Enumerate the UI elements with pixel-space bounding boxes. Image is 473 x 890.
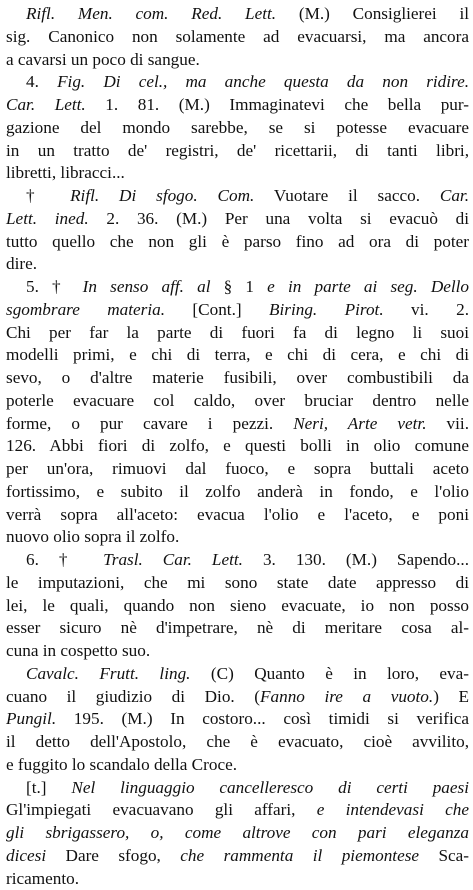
text-line: [t.] Nel linguaggio cancelleresco di certi paesi bbox=[6, 777, 469, 800]
text-line: per un'ora, rimuovi dal fuoco, e sopra buttali aceto bbox=[6, 458, 469, 481]
text-line: modelli primi, e chi di terra, e chi di cera, e chi di bbox=[6, 344, 469, 367]
text-line: Pungil. 195. (M.) In costoro... così timidi si verifica bbox=[6, 708, 469, 731]
text-line: Cavalc. Frutt. ling. (C) Quanto è in loro, eva- bbox=[6, 663, 469, 686]
text-line: sig. Canonico non solamente ad evacuarsi, ma ancora bbox=[6, 26, 469, 49]
text-line: 5. † In senso aff. al § 1 e in parte ai seg. Dello bbox=[6, 276, 469, 299]
text-line: in un tratto de' registri, de' ricettarii, di tanti libri, bbox=[6, 140, 469, 163]
text-line: verrà sopra all'aceto: evacua l'olio e l'aceto, e poni bbox=[6, 504, 469, 527]
text-line: 4. Fig. Di cel., ma anche questa da non ridire. bbox=[6, 71, 469, 94]
text-line: cuna in cospetto suo. bbox=[6, 640, 469, 663]
entry-block-rifl-men bbox=[6, 3, 469, 71]
text-line: gazione del mondo sarebbe, se si potesse evacuare bbox=[6, 117, 469, 140]
text-line: nuovo olio sopra il zolfo. bbox=[6, 526, 469, 549]
text-line: dicesi Dare sfogo, che rammenta il piemontese Sca- bbox=[6, 845, 469, 868]
text-line: sgombrare materia. [Cont.] Biring. Pirot. vi. 2. bbox=[6, 299, 469, 322]
text-line: libretti, libracci... bbox=[6, 162, 469, 185]
text-line: Car. Lett. 1. 81. (M.) Immaginatevi che bella pur- bbox=[6, 94, 469, 117]
entry-block-5 bbox=[6, 276, 469, 549]
text-line: il detto dell'Apostolo, che è evacuato, cioè avvilito, bbox=[6, 731, 469, 754]
entry-block-rifl-sfogo bbox=[6, 185, 469, 276]
text-line: a cavarsi un poco di sangue. bbox=[6, 49, 469, 72]
text-line: esser sicuro nè d'impetrare, nè di meritare cosa al- bbox=[6, 617, 469, 640]
text-line: 6. † Trasl. Car. Lett. 3. 130. (M.) Sapendo... bbox=[6, 549, 469, 572]
entry-block-t bbox=[6, 777, 469, 890]
text-line: gli sbrigassero, o, come altrove con pari eleganza bbox=[6, 822, 469, 845]
entry-block-cavalc bbox=[6, 663, 469, 777]
text-line: Lett. ined. 2. 36. (M.) Per una volta si evacuò di bbox=[6, 208, 469, 231]
text-line: forme, o pur cavare i pezzi. Neri, Arte vetr. vii. bbox=[6, 413, 469, 436]
text-line: † Rifl. Di sfogo. Com. Vuotare il sacco. Car. bbox=[6, 185, 469, 208]
text-line: e fuggito lo scandalo della Croce. bbox=[6, 754, 469, 777]
text-line: dire. bbox=[6, 253, 469, 276]
text-line: Gl'impiegati evacuavano gli affari, e intendevasi che bbox=[6, 799, 469, 822]
entry-block-4 bbox=[6, 71, 469, 185]
text-line: ricamento. bbox=[6, 868, 469, 890]
text-line: cuano il giudizio di Dio. (Fanno ire a vuoto.) E bbox=[6, 686, 469, 709]
text-line: sevo, o d'altre materie fusibili, over combustibili da bbox=[6, 367, 469, 390]
text-line: le imputazioni, che mi sono state date appresso di bbox=[6, 572, 469, 595]
text-line: 126. Abbi fiori di zolfo, e questi bolli in olio comune bbox=[6, 435, 469, 458]
text-line: Chi per far la parte di fuori fa di legno li suoi bbox=[6, 322, 469, 345]
text-line: tutto quello che non gli è parso fino ad ora di poter bbox=[6, 231, 469, 254]
text-line: fortissimo, e subito il zolfo anderà in fondo, e l'olio bbox=[6, 481, 469, 504]
text-line: Rifl. Men. com. Red. Lett. (M.) Consiglierei il bbox=[6, 3, 469, 26]
text-line: poterle evacuare col caldo, over bruciar dentro nelle bbox=[6, 390, 469, 413]
entry-block-6 bbox=[6, 549, 469, 663]
text-line: lei, le quali, quando non sieno evacuate, io non posso bbox=[6, 595, 469, 618]
